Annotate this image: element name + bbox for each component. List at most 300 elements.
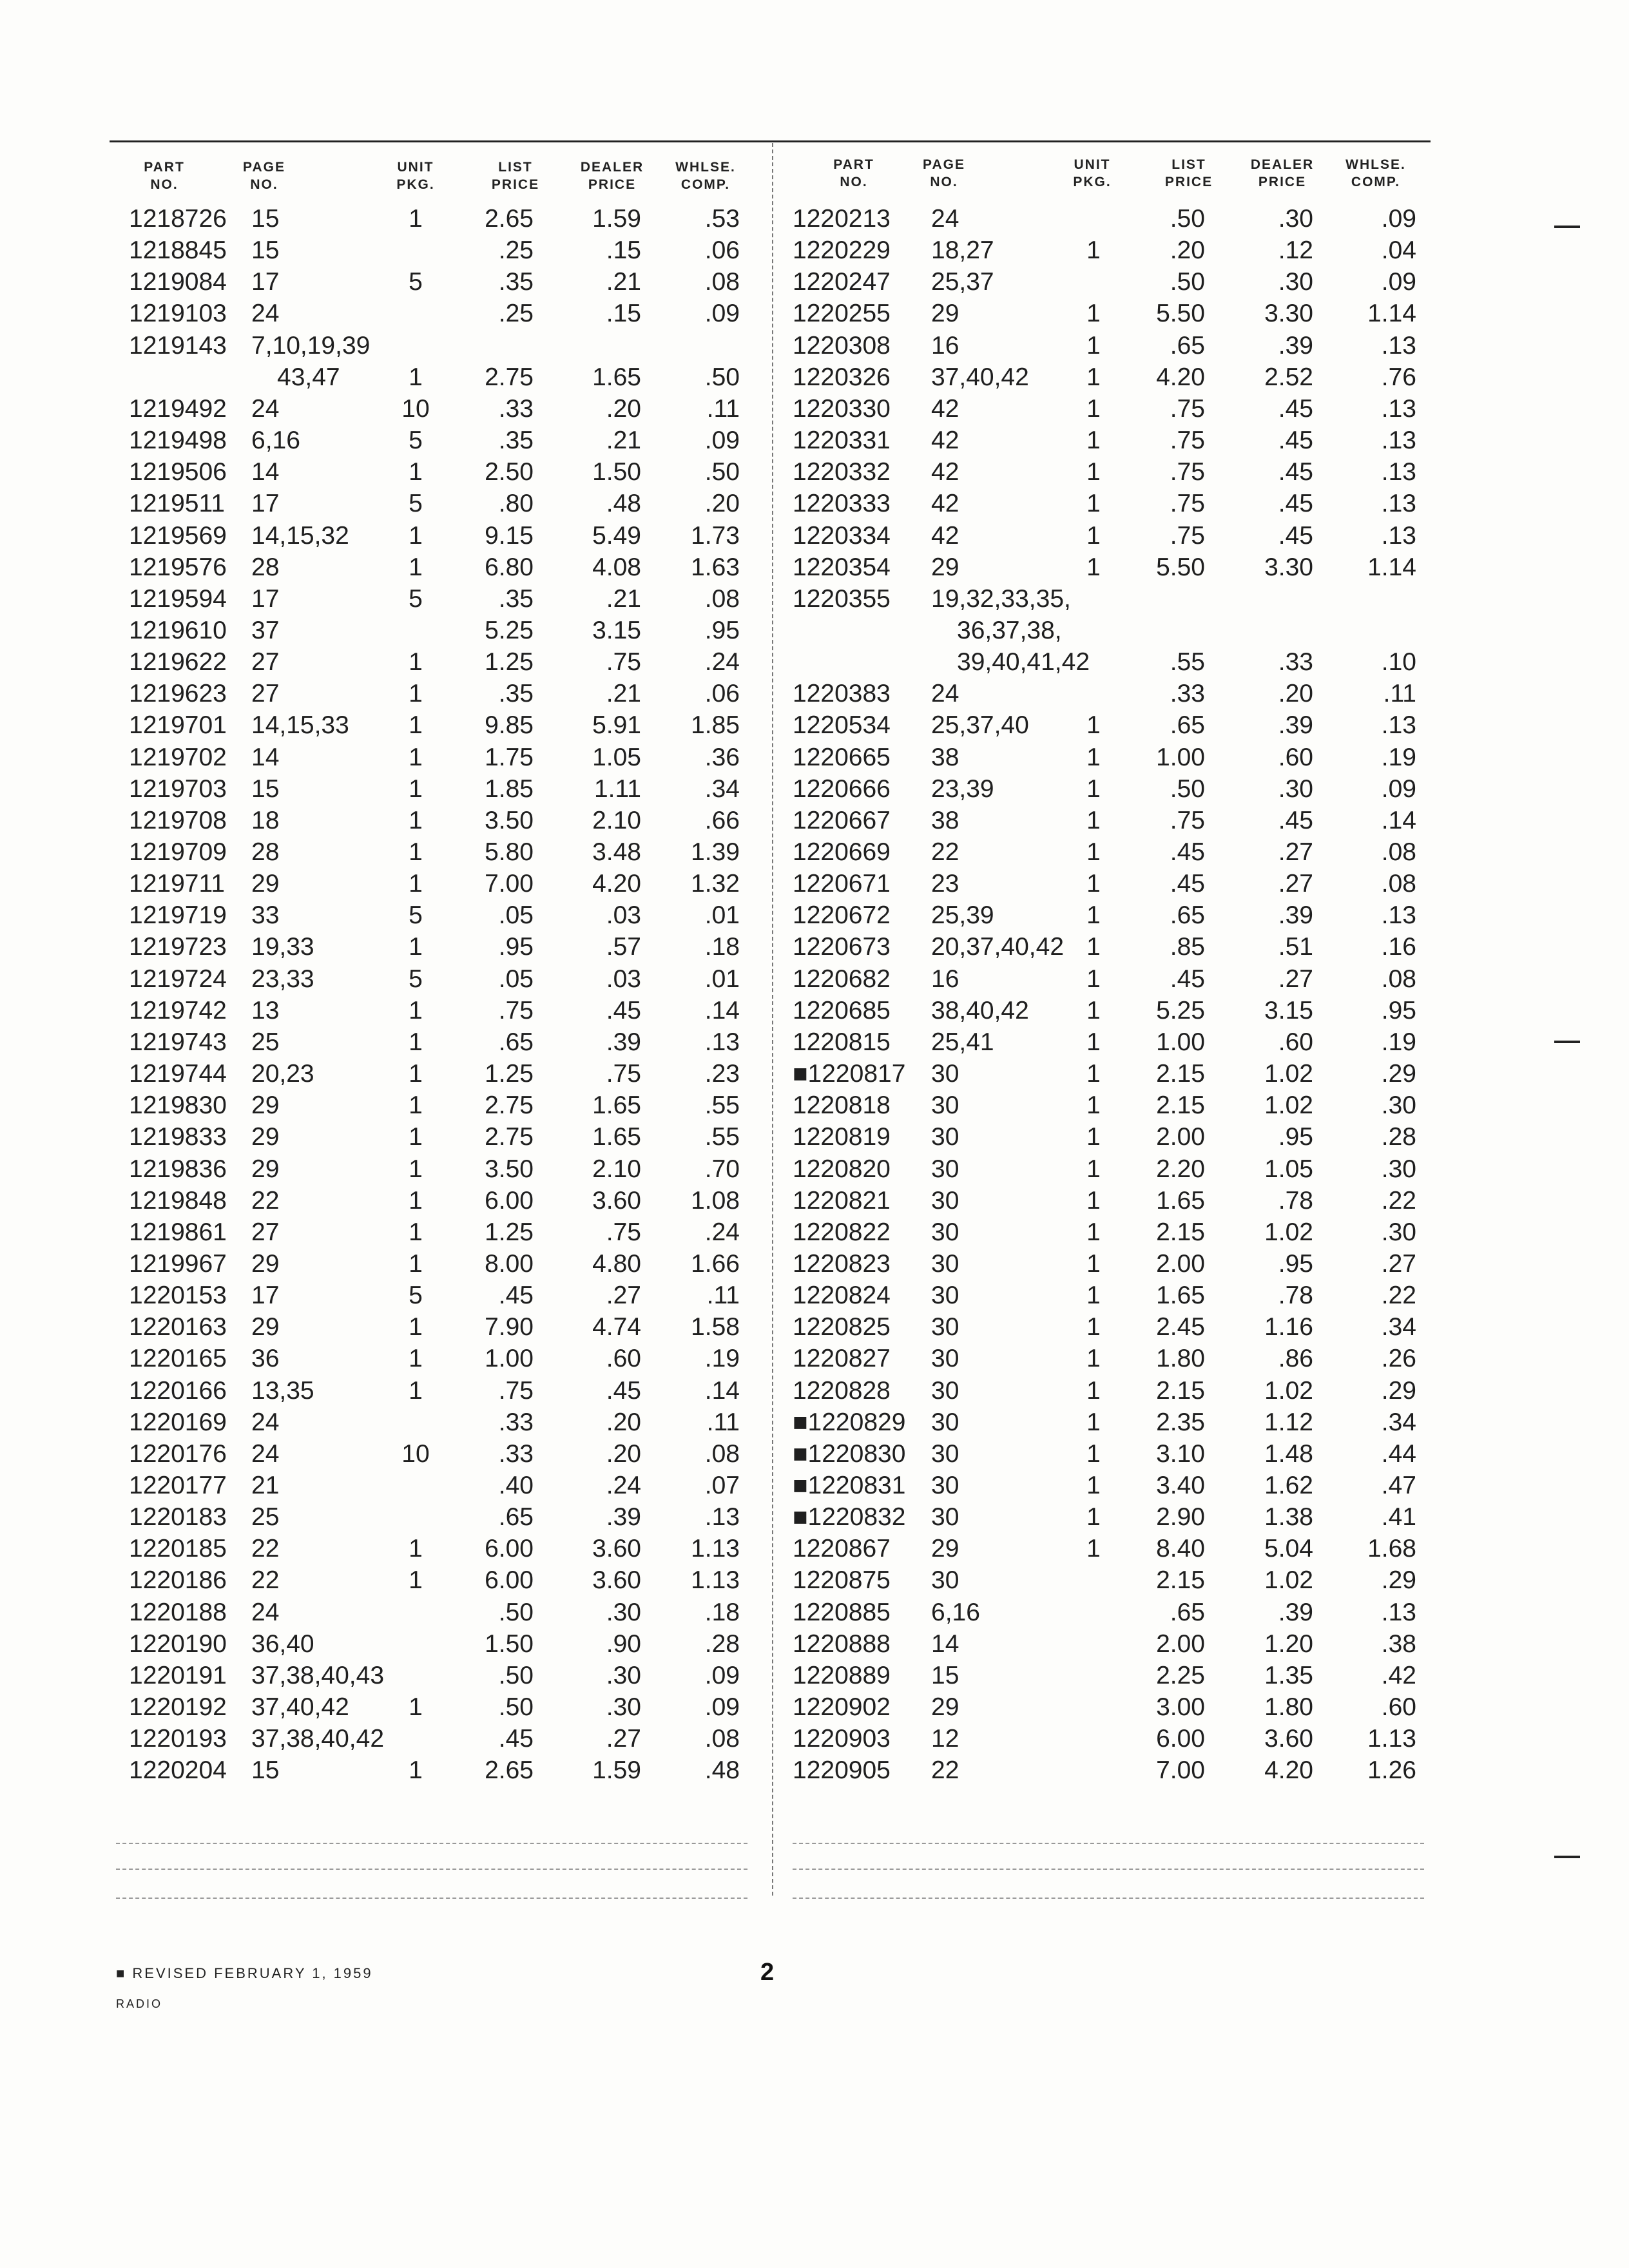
part-no: 1220827	[793, 1345, 891, 1373]
page-no: 24	[251, 300, 280, 328]
part-no: 1219594	[129, 584, 227, 613]
whlse-comp: 1.58	[691, 1313, 740, 1341]
unit-pkg: 1	[409, 458, 423, 486]
unit-pkg: 1	[409, 1123, 423, 1151]
page-no: 23,39	[931, 774, 994, 803]
list-price: .20	[1170, 236, 1205, 265]
list-price: 2.65	[485, 1756, 534, 1785]
bottom-separator-line	[116, 1898, 747, 1899]
list-price: .65	[498, 1503, 534, 1532]
whlse-comp: .66	[704, 806, 740, 834]
part-no: 1220176	[129, 1439, 227, 1468]
whlse-comp: .14	[704, 996, 740, 1024]
page-no: 18,27	[931, 236, 994, 265]
whlse-comp: .24	[704, 648, 740, 677]
part-no: 1220255	[793, 300, 891, 328]
whlse-comp: .27	[1381, 1249, 1416, 1278]
whlse-comp: .07	[704, 1472, 740, 1499]
whlse-comp: .13	[1381, 427, 1416, 455]
unit-pkg: 1	[1086, 1503, 1101, 1532]
list-price: 1.25	[485, 1060, 534, 1088]
list-price: .65	[1170, 901, 1205, 930]
unit-pkg: 1	[1086, 236, 1101, 265]
whlse-comp: .08	[704, 584, 740, 613]
dealer-price: .45	[606, 1376, 641, 1405]
dealer-price: .45	[1278, 490, 1313, 518]
dealer-price: 1.12	[1264, 1408, 1313, 1436]
page-no: 38	[931, 743, 959, 771]
list-price: .80	[498, 490, 534, 518]
page-no: 14	[251, 743, 280, 771]
whlse-comp: .13	[1381, 711, 1416, 740]
page-no: 42	[931, 394, 959, 423]
page-no: 42	[931, 427, 959, 455]
part-no: 1219498	[129, 427, 227, 455]
page-no: 23,33	[251, 965, 314, 993]
page-no: 22	[931, 838, 959, 866]
list-price: 1.50	[485, 1629, 534, 1658]
unit-pkg: 1	[1086, 1408, 1101, 1436]
part-no: 1220682	[793, 965, 891, 993]
part-no: 1220815	[793, 1028, 891, 1056]
part-no: 1220672	[793, 901, 891, 930]
part-no: 1220185	[129, 1535, 227, 1563]
list-price: 7.90	[485, 1313, 534, 1341]
part-no: 1220332	[793, 458, 891, 486]
part-no: 1219143	[129, 331, 227, 360]
list-price: 2.90	[1156, 1503, 1205, 1532]
page-no: 29	[251, 1313, 280, 1341]
list-price: 2.45	[1156, 1313, 1205, 1341]
whlse-comp: .13	[1381, 901, 1416, 930]
whlse-comp: .19	[1381, 743, 1416, 771]
part-no: 1219492	[129, 394, 227, 423]
part-no: 1219610	[129, 616, 227, 644]
dealer-price: 3.60	[592, 1186, 641, 1215]
part-no: 1219623	[129, 680, 227, 708]
page-no: 25,39	[931, 901, 994, 930]
part-no: 1219723	[129, 933, 227, 961]
list-price: .75	[1170, 521, 1205, 550]
list-price: 5.50	[1156, 300, 1205, 328]
list-price: 3.50	[485, 1155, 534, 1183]
unit-pkg: 1	[409, 1091, 423, 1120]
part-no: 1219622	[129, 648, 227, 677]
whlse-comp: .76	[1381, 363, 1416, 391]
part-no: 1220671	[793, 870, 891, 898]
unit-pkg: 1	[409, 1060, 423, 1088]
page-no: 37,38,40,43	[251, 1661, 385, 1689]
part-no: 1218845	[129, 236, 227, 265]
unit-pkg: 1	[1086, 1091, 1101, 1120]
list-price: 2.15	[1156, 1566, 1205, 1595]
part-no: 1219702	[129, 743, 227, 771]
list-price: 6.00	[485, 1566, 534, 1595]
whlse-comp: 1.14	[1367, 300, 1416, 328]
unit-pkg: 1	[409, 870, 423, 898]
dealer-price: 1.11	[593, 774, 641, 803]
list-price: .45	[498, 1282, 534, 1310]
whlse-comp: .11	[706, 1408, 740, 1436]
unit-pkg: 1	[409, 1186, 423, 1215]
whlse-comp: .14	[1381, 806, 1416, 834]
page-no: 27	[251, 648, 280, 677]
page-no: 14,15,33	[251, 711, 349, 740]
page-no: 14,15,32	[251, 521, 349, 550]
unit-pkg: 1	[1086, 490, 1101, 518]
unit-pkg: 1	[1086, 521, 1101, 550]
part-no: 1220188	[129, 1598, 227, 1626]
whlse-comp: .11	[706, 394, 740, 423]
list-price: .75	[498, 996, 534, 1024]
page-no: 24	[931, 205, 959, 233]
list-price: 5.25	[485, 616, 534, 644]
page-no: 17	[251, 490, 280, 518]
dealer-price: .75	[606, 648, 641, 677]
page-number: 2	[760, 1959, 775, 1986]
dealer-price: .60	[606, 1345, 641, 1373]
unit-pkg: 1	[409, 1535, 423, 1563]
part-no: 1219103	[129, 300, 227, 328]
page-no: 42	[931, 490, 959, 518]
whlse-comp: 1.68	[1367, 1535, 1416, 1563]
list-price: 9.85	[485, 711, 534, 740]
list-price: .75	[1170, 427, 1205, 455]
list-price: .65	[1170, 711, 1205, 740]
page-no: 30	[931, 1439, 959, 1468]
unit-pkg: 10	[401, 1439, 430, 1468]
part-no: 1220383	[793, 680, 891, 708]
dealer-price: 1.48	[1264, 1439, 1313, 1468]
part-no: 1220819	[793, 1123, 891, 1151]
page-no: 30	[931, 1408, 959, 1436]
whlse-comp: 1.26	[1367, 1756, 1416, 1785]
list-price: 1.75	[485, 743, 534, 771]
whlse-comp: .30	[1381, 1091, 1416, 1120]
whlse-comp: .29	[1381, 1376, 1416, 1405]
part-no: 1220308	[793, 331, 891, 360]
page-no: 17	[251, 584, 280, 613]
part-no: 1220685	[793, 996, 891, 1024]
list-price: 1.00	[1156, 743, 1205, 771]
dealer-price: .27	[606, 1725, 641, 1753]
part-no: 1220825	[793, 1313, 891, 1341]
page-no: 30	[931, 1218, 959, 1246]
page-no: 15	[251, 774, 280, 803]
section-label: RADIO	[116, 1997, 163, 2010]
dealer-price: 2.10	[592, 806, 641, 834]
list-price: 2.15	[1156, 1091, 1205, 1120]
dealer-price: 1.65	[592, 363, 641, 391]
list-price: 3.10	[1156, 1439, 1205, 1468]
unit-pkg: 1	[1086, 1186, 1101, 1215]
whlse-comp: .18	[704, 933, 740, 961]
dealer-price: .21	[606, 680, 641, 708]
list-price: .85	[1170, 933, 1205, 961]
list-price: 5.25	[1156, 996, 1205, 1024]
whlse-comp: .08	[1381, 965, 1416, 993]
part-no: 1220903	[793, 1725, 891, 1753]
page-no: 7,10,19,39	[251, 331, 371, 360]
page-no: 15	[931, 1661, 959, 1689]
part-no: 1219719	[129, 901, 227, 930]
page-no: 38	[931, 806, 959, 834]
dealer-price: 1.65	[592, 1123, 641, 1151]
whlse-comp: .30	[1381, 1218, 1416, 1246]
header-dealer-left: DEALER PRICE	[580, 160, 644, 192]
part-no: 1220828	[793, 1376, 891, 1405]
header-page-left: PAGE NO.	[243, 160, 285, 192]
page-no: 24	[931, 680, 959, 708]
unit-pkg: 1	[409, 1028, 423, 1056]
list-price: .45	[498, 1725, 534, 1753]
page-no: 30	[931, 1345, 959, 1373]
whlse-comp: .30	[1381, 1155, 1416, 1183]
dealer-price: .12	[1278, 236, 1313, 265]
dealer-price: 2.52	[1264, 363, 1313, 391]
whlse-comp: 1.85	[691, 711, 740, 740]
unit-pkg: 1	[1086, 1376, 1101, 1405]
bottom-separator-line	[116, 1843, 747, 1844]
dealer-price: 1.02	[1264, 1060, 1313, 1088]
part-no: 1219836	[129, 1155, 227, 1183]
part-no: 1220190	[129, 1629, 227, 1658]
page-no: 25	[251, 1503, 280, 1532]
list-price: 2.75	[485, 363, 534, 391]
list-price: 3.40	[1156, 1472, 1205, 1499]
page-no: 22	[931, 1756, 959, 1785]
unit-pkg: 1	[1086, 1249, 1101, 1278]
whlse-comp: .09	[1381, 205, 1416, 233]
dealer-price: .27	[1278, 838, 1313, 866]
part-no: 1220673	[793, 933, 891, 961]
whlse-comp: .11	[1383, 680, 1416, 708]
part-no: 1219711	[129, 870, 225, 898]
whlse-comp: .08	[704, 1725, 740, 1753]
page-no: 28	[251, 553, 280, 581]
dealer-price: 1.02	[1264, 1566, 1313, 1595]
page-no: 17	[251, 268, 280, 296]
page-no: 30	[931, 1155, 959, 1183]
page-no: 14	[251, 458, 280, 486]
dealer-price: .57	[606, 933, 641, 961]
dealer-price: 1.05	[592, 743, 641, 771]
whlse-comp: .08	[1381, 870, 1416, 898]
list-price: 5.50	[1156, 553, 1205, 581]
page-no: 23	[931, 870, 959, 898]
whlse-comp: .34	[1381, 1313, 1416, 1341]
unit-pkg: 1	[1086, 901, 1101, 930]
whlse-comp: .42	[1381, 1661, 1416, 1689]
header-unit-left: UNIT PKG.	[396, 160, 435, 192]
whlse-comp: .34	[1381, 1408, 1416, 1436]
whlse-comp: .01	[704, 965, 740, 993]
dealer-price: .39	[606, 1503, 641, 1532]
dealer-price: .30	[606, 1661, 641, 1689]
list-price: .50	[498, 1661, 534, 1689]
dealer-price: .27	[606, 1282, 641, 1310]
whlse-comp: .41	[1381, 1503, 1416, 1532]
page-no: 36,37,38,	[957, 616, 1062, 644]
unit-pkg: 1	[1086, 1155, 1101, 1183]
part-no: 1220889	[793, 1661, 891, 1689]
dealer-price: .03	[606, 901, 641, 930]
list-price: 9.15	[485, 521, 534, 550]
page-no: 29	[931, 553, 959, 581]
dealer-price: 4.80	[592, 1249, 641, 1278]
list-price: 3.50	[485, 806, 534, 834]
unit-pkg: 1	[409, 1693, 423, 1722]
header-part-left: PART NO.	[144, 160, 185, 192]
top-rule	[110, 140, 1431, 142]
unit-pkg: 1	[409, 838, 423, 866]
page-no: 29	[931, 300, 959, 328]
part-no: 1219830	[129, 1091, 227, 1120]
list-price: 8.40	[1156, 1535, 1205, 1563]
whlse-comp: 1.32	[691, 870, 740, 898]
unit-pkg: 1	[409, 743, 423, 771]
list-price: .35	[498, 584, 534, 613]
unit-pkg: 1	[409, 1756, 423, 1785]
page-no: 6,16	[251, 427, 300, 455]
whlse-comp: 1.14	[1367, 553, 1416, 581]
column-divider	[772, 143, 773, 1896]
page-no: 29	[251, 1249, 280, 1278]
unit-pkg: 1	[409, 1376, 423, 1405]
part-no: 1220153	[129, 1282, 227, 1310]
list-price: 2.15	[1156, 1060, 1205, 1088]
page-no: 38,40,42	[931, 996, 1029, 1024]
unit-pkg: 5	[409, 901, 423, 930]
part-no: 1219576	[129, 553, 227, 581]
dealer-price: 1.65	[592, 1091, 641, 1120]
part-no: 1220820	[793, 1155, 891, 1183]
revision-note: ■ REVISED FEBRUARY 1, 1959	[116, 1965, 373, 1981]
page-no: 24	[251, 394, 280, 423]
whlse-comp: .53	[704, 205, 740, 233]
part-no: 1220204	[129, 1756, 227, 1785]
unit-pkg: 1	[1086, 774, 1101, 803]
dealer-price: .20	[1278, 680, 1313, 708]
list-price: 6.00	[485, 1186, 534, 1215]
unit-pkg: 1	[409, 1313, 423, 1341]
dealer-price: 3.15	[592, 616, 641, 644]
unit-pkg: 1	[1086, 933, 1101, 961]
part-no: 1220193	[129, 1725, 227, 1753]
unit-pkg: 5	[409, 268, 423, 296]
list-price: 1.25	[485, 1218, 534, 1246]
page-no: 42	[931, 521, 959, 550]
list-price: .33	[498, 1408, 534, 1436]
whlse-comp: .38	[1381, 1629, 1416, 1658]
list-price: 2.20	[1156, 1155, 1205, 1183]
whlse-comp: .08	[704, 268, 740, 296]
whlse-comp: .13	[1381, 521, 1416, 550]
list-price: .35	[498, 427, 534, 455]
bottom-separator-line	[793, 1843, 1424, 1844]
dealer-price: .15	[606, 300, 641, 328]
part-no: 1220534	[793, 711, 891, 740]
page-no: 20,37,40,42	[931, 933, 1065, 961]
page-no: 22	[251, 1566, 280, 1595]
list-price: .05	[498, 901, 534, 930]
whlse-comp: .13	[1381, 458, 1416, 486]
whlse-comp: .28	[704, 1629, 740, 1658]
whlse-comp: .34	[704, 774, 740, 803]
dealer-price: .45	[606, 996, 641, 1024]
whlse-comp: 1.13	[1367, 1725, 1416, 1753]
list-price: 6.00	[485, 1535, 534, 1563]
part-no: 1220888	[793, 1629, 891, 1658]
unit-pkg: 1	[1086, 1123, 1101, 1151]
page-no: 25,37	[931, 268, 994, 296]
dealer-price: .48	[606, 490, 641, 518]
list-price: 6.00	[1156, 1725, 1205, 1753]
part-no: 1219709	[129, 838, 227, 866]
page-no: 30	[931, 1091, 959, 1120]
whlse-comp: .09	[704, 1693, 740, 1722]
list-price: .45	[1170, 965, 1205, 993]
part-no: 1220669	[793, 838, 891, 866]
part-no: 1219708	[129, 806, 227, 834]
part-no: 1220334	[793, 521, 891, 550]
part-no: 1219506	[129, 458, 227, 486]
unit-pkg: 1	[1086, 743, 1101, 771]
header-whlse-right: WHLSE. COMP.	[1345, 157, 1406, 189]
page-no: 14	[931, 1629, 959, 1658]
part-no: 1220875	[793, 1566, 891, 1595]
page-no: 42	[931, 458, 959, 486]
page-no: 28	[251, 838, 280, 866]
dealer-price: .45	[1278, 394, 1313, 423]
list-price: 1.25	[485, 648, 534, 677]
part-no: 1220177	[129, 1472, 227, 1499]
whlse-comp: .08	[704, 1439, 740, 1468]
unit-pkg: 1	[1086, 870, 1101, 898]
list-price: 1.00	[485, 1345, 534, 1373]
dealer-price: 1.02	[1264, 1091, 1313, 1120]
page-no: 16	[931, 965, 959, 993]
whlse-comp: .13	[1381, 331, 1416, 360]
part-no: 1220821	[793, 1186, 891, 1215]
whlse-comp: .26	[1381, 1345, 1416, 1373]
dealer-price: 3.30	[1264, 553, 1313, 581]
part-no: 1220191	[129, 1661, 227, 1689]
unit-pkg: 1	[409, 521, 423, 550]
header-whlse-left: WHLSE. COMP.	[675, 160, 736, 192]
list-price: .33	[1170, 680, 1205, 708]
dealer-price: .39	[1278, 331, 1313, 360]
unit-pkg: 1	[1086, 300, 1101, 328]
page-no: 27	[251, 680, 280, 708]
whlse-comp: .20	[704, 490, 740, 518]
unit-pkg: 1	[1086, 1345, 1101, 1373]
page-no: 6,16	[931, 1598, 980, 1626]
dealer-price: .60	[1278, 1028, 1313, 1056]
whlse-comp: .70	[704, 1155, 740, 1183]
whlse-comp: .09	[704, 1661, 740, 1689]
dealer-price: .20	[606, 1439, 641, 1468]
header-list-right: LIST PRICE	[1164, 157, 1213, 189]
page-no: 30	[931, 1186, 959, 1215]
part-no: 1219848	[129, 1186, 227, 1215]
part-no: 1220818	[793, 1091, 891, 1120]
part-no: 1220326	[793, 363, 891, 391]
dealer-price: .39	[1278, 711, 1313, 740]
dealer-price: .90	[606, 1629, 641, 1658]
whlse-comp: .09	[1381, 268, 1416, 296]
dealer-price: .27	[1278, 870, 1313, 898]
